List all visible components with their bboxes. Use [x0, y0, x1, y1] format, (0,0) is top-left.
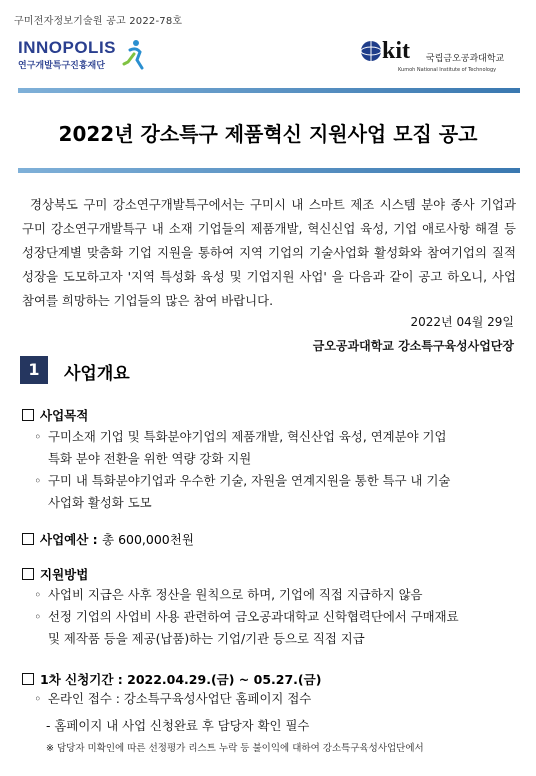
bullet-icon: ◦ — [34, 587, 42, 602]
purpose-item-1-line1: 구미소재 기업 및 특화분야기업의 제품개발, 혁신산업 육성, 연계분야 기업 — [48, 429, 447, 444]
runner-icon — [122, 38, 148, 74]
budget-value: 총 600,000천원 — [102, 532, 194, 547]
method-heading — [22, 565, 88, 583]
purpose-item-2-line2: 사업화 활성화 도모 — [48, 495, 152, 510]
purpose-item-2-line1: 구미 내 특화분야기업과 우수한 기술, 자원을 연계지원을 통한 특구 내 기술 — [48, 473, 451, 488]
bullet-icon: ◦ — [34, 609, 42, 624]
purpose-item-1-line2: 특화 분야 전환을 위한 역량 강화 지원 — [48, 451, 252, 466]
apply-online-text: 온라인 접수 : 강소특구육성사업단 홈페이지 접수 — [48, 691, 312, 706]
method-heading-text: 지원방법 — [40, 567, 89, 582]
checkbox-square-icon — [22, 533, 34, 545]
kit-logo-mark: kit — [382, 38, 411, 64]
purpose-heading-text: 사업목적 — [40, 408, 89, 423]
innopolis-logo — [18, 38, 148, 78]
method-item-2-line1: 선정 기업의 사업비 사용 관련하여 금오공과대학교 신학협력단에서 구매재료 — [48, 609, 459, 624]
bullet-icon: ◦ — [34, 429, 42, 444]
globe-icon — [360, 40, 382, 62]
kit-logo-name-en: Kumoh National Institute of Technology — [398, 67, 497, 73]
apply-heading — [22, 670, 321, 688]
checkbox-square-icon — [22, 409, 34, 421]
method-item-1-line1: 사업비 지급은 사후 정산을 원칙으로 하며, 기업에 직접 지급하지 않음 — [48, 587, 423, 602]
checkbox-square-icon — [22, 568, 34, 580]
method-item-2 — [34, 606, 516, 650]
apply-online — [34, 688, 516, 710]
notice-number: 구미전자정보기술원 공고 2022-78호 — [14, 16, 183, 27]
apply-heading-text: 1차 신청기간 : 2022.04.29.(금) ~ 05.27.(금) — [40, 672, 322, 687]
section-title: 사업개요 — [64, 364, 130, 384]
checkbox-square-icon — [22, 673, 34, 685]
apply-footnote: ※ 담당자 미확인에 따른 선정평가 리스트 누락 등 불이익에 대하여 강소특구육성사업단에서 — [46, 743, 424, 754]
method-item-2-line2: 및 제작품 등을 제공(납품)하는 기업/기관 등으로 직접 지급 — [48, 631, 365, 646]
bullet-icon: ◦ — [34, 473, 42, 488]
bullet-icon: ◦ — [34, 691, 42, 706]
budget-heading — [22, 530, 194, 548]
budget-heading-text: 사업예산 : — [40, 532, 98, 547]
kit-logo-name: 국립금오공과대학교 — [426, 54, 505, 64]
title-divider — [18, 168, 520, 173]
purpose-item-2 — [34, 470, 516, 514]
kit-logo — [360, 40, 520, 80]
purpose-heading — [22, 406, 88, 424]
notice-date: 2022년 04월 29일 — [410, 315, 514, 329]
apply-dash-note: - 홈페이지 내 사업 신청완료 후 담당자 확인 필수 — [46, 718, 310, 733]
intro-paragraph: 경상북도 구미 강소연구개발특구에서는 구미시 내 스마트 제조 시스템 분야 종사 기업과 구미 강소연구개발특구 내 소재 기업들의 제품개발, 혁신신업 육성, 기업 애로사항 해결 등 성장단계별 맞춤화 기업 지원을 통하여 지역 기업의 기술사업화 활성화와 참여기업의 질적 성장을 도모하고자 '지역 특성화 육성 및 기업지원 사업' 을 다음과 같이 공고 하오니, 사업 참여를 희망하는 기업들의 많은 참여 바랍니다. — [22, 197, 516, 308]
top-divider — [18, 88, 520, 93]
method-item-1 — [34, 584, 516, 606]
section-number: 1 — [20, 356, 48, 384]
purpose-item-1 — [34, 426, 516, 470]
issuing-organization: 금오공과대학교 강소특구육성사업단장 — [312, 339, 514, 353]
innopolis-logo-title: INNOPOLIS — [18, 38, 117, 57]
innopolis-logo-subtitle: 연구개발특구진흥재단 — [18, 61, 105, 71]
page-title: 2022년 강소특구 제품혁신 지원사업 모집 공고 — [58, 122, 478, 146]
